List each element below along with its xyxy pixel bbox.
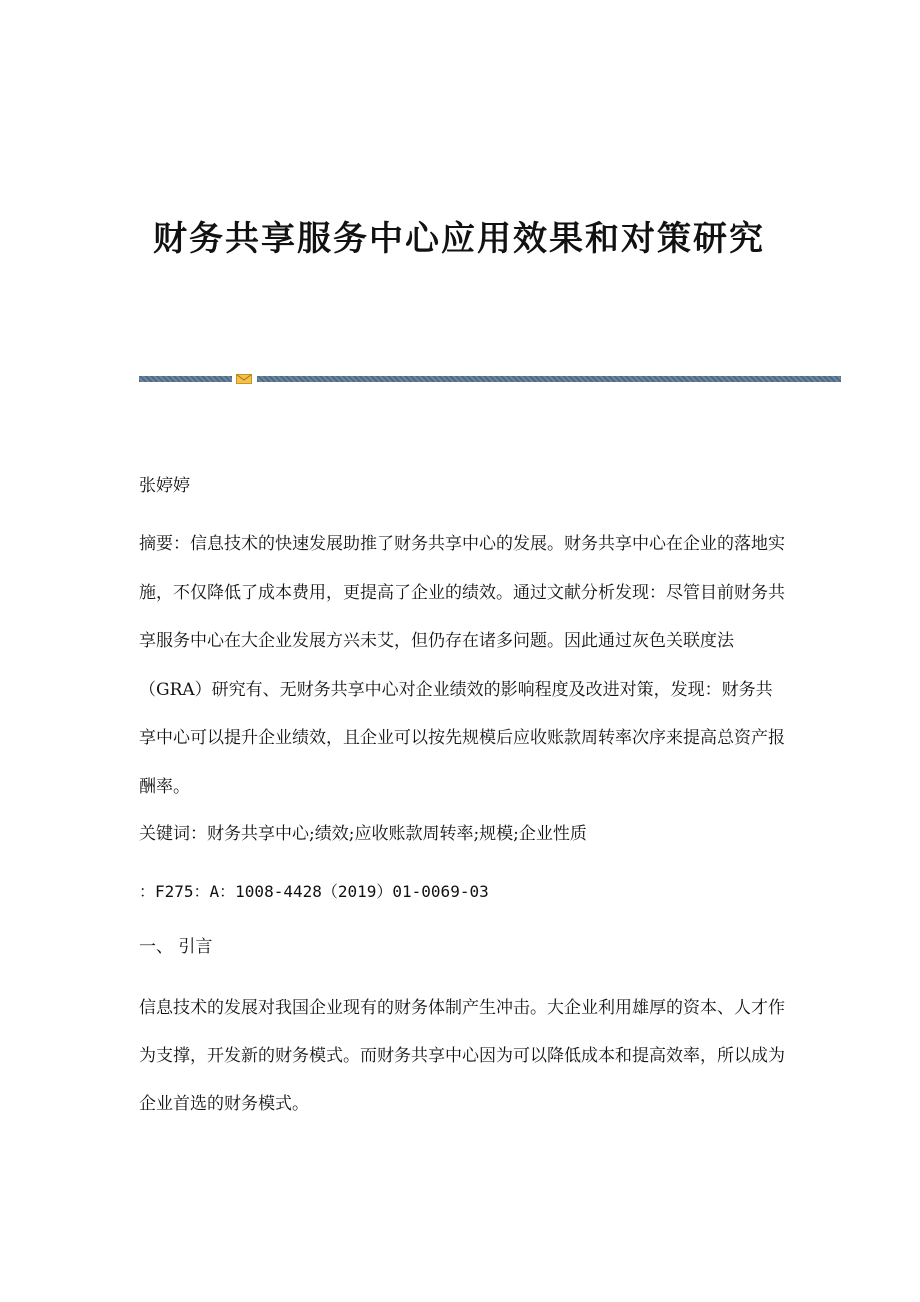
document-title-text: 财务共享服务中心应用效果和对策研究 — [153, 219, 765, 259]
classification-line: ：F275：A：1008-4428（2019）01-0069-03 — [139, 882, 489, 901]
keywords-label: 关键词： — [139, 824, 207, 844]
section-heading: 一、 引言 — [139, 937, 213, 957]
abstract-paragraph — [139, 520, 789, 811]
divider-bar-left — [139, 376, 232, 382]
keywords-text: 财务共享中心;绩效;应收账款周转率;规模;企业性质 — [207, 824, 587, 844]
author-name: 张婷婷 — [139, 476, 190, 496]
divider-bar-right — [257, 376, 841, 382]
envelope-icon — [236, 374, 252, 384]
intro-paragraph: 信息技术的发展对我国企业现有的财务体制产生冲击。大企业利用雄厚的资本、人才作为支撑，开发新的财务模式。而财务共享中心因为可以降低成本和提高效率，所以成为企业首选的财务模式。 — [139, 998, 785, 1114]
document-title — [0, 214, 920, 264]
abstract-text: 信息技术的快速发展助推了财务共享中心的发展。财务共享中心在企业的落地实施，不仅降低了成本费用，更提高了企业的绩效。通过文献分析发现：尽管目前财务共享服务中心在大企业发展方兴未艾，但仍存在诸多问题。因此通过灰色关联度法（GRA）研究有、无财务共享中心对企业绩效的影响程度及改进对策，发现：财务共享中心可以提升企业绩效，且企业可以按先规模后应收账款周转率次序来提高总资产报酬率。 — [139, 534, 785, 797]
abstract-label: 摘要： — [139, 534, 190, 554]
title-divider — [139, 374, 841, 384]
keywords-line — [139, 816, 789, 852]
